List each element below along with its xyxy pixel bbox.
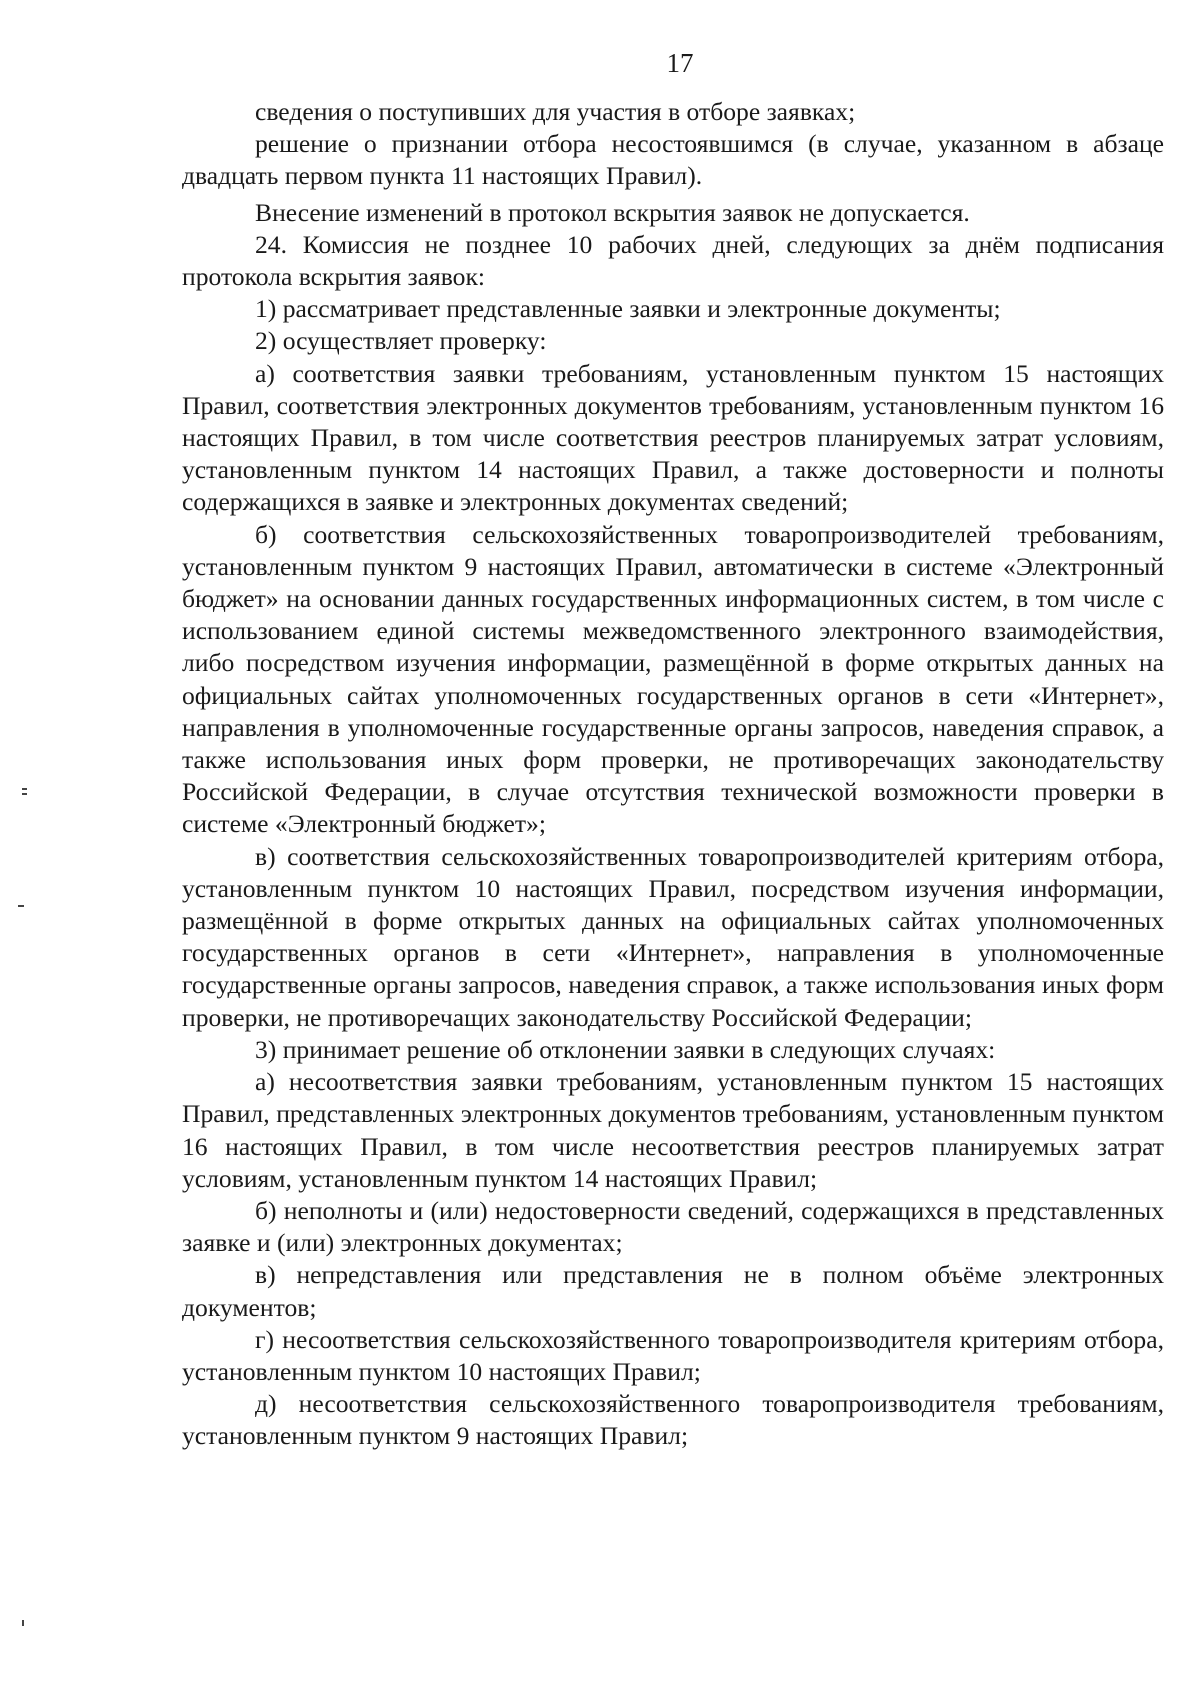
paragraph-item-24-2-v: в) соответствия сельскохозяйственных товаропроизводителей критериям отбора, установленным пунктом 10 настоящих Правил, посредством изучения информации, размещённой в форме открытых данных на официальных сайтах уполномоченных государственных органов в сети «Интернет», направления в уполномоченные государственные органы запросов, наведения справок, а также использования иных форм проверки, не противоречащих законодательству Российской Федерации; <box>182 841 1164 1032</box>
paragraph-item-24-2: 2) осуществляет проверку: <box>255 326 547 356</box>
paragraph-applications-info: сведения о поступивших для участия в отборе заявках; <box>255 97 856 126</box>
scan-artifact <box>18 905 24 907</box>
paragraph-item-24-3-g: г) несоответствия сельскохозяйственного товаропроизводителя критериям отбора, установленным пунктом 10 настоящих Правил; <box>182 1324 1164 1386</box>
paragraph-selection-failed-decision: решение о признании отбора несостоявшимся (в случае, указанном в абзаце двадцать первом пункта 11 настоящих Правил). <box>182 129 1164 191</box>
page-number: 17 <box>666 48 694 78</box>
paragraph-item-24-2-a: а) соответствия заявки требованиям, установленным пунктом 15 настоящих Правил, соответствия электронных документов требованиям, установленным пунктом 16 настоящих Правил, в том числе соответствия реестров планируемых затрат условиям, установленным пунктом 14 настоящих Правил, а также достоверности и полноты содержащихся в заявке и электронных документах сведений; <box>182 358 1164 517</box>
paragraph-item-24-3-v: в) непредставления или представления не в полном объёме электронных документов; <box>182 1260 1164 1322</box>
paragraph-item-24-3-b: б) неполноты и (или) недостоверности сведений, содержащихся в представленных заявке и (или) электронных документах; <box>182 1195 1164 1258</box>
paragraph-protocol-no-changes: Внесение изменений в протокол вскрытия заявок не допускается. <box>255 197 970 227</box>
scan-artifact <box>22 1620 24 1626</box>
scan-artifact <box>22 788 27 790</box>
paragraph-item-24: 24. Комиссия не позднее 10 рабочих дней, следующих за днём подписания протокола вскрытия заявок: <box>182 229 1164 292</box>
scan-artifact <box>22 793 27 795</box>
paragraph-item-24-1: 1) рассматривает представленные заявки и электронные документы; <box>255 294 1001 324</box>
paragraph-item-24-2-b: б) соответствия сельскохозяйственных товаропроизводителей требованиям, установленным пунктом 9 настоящих Правил, автоматически в системе «Электронный бюджет» на основании данных государственных информационных систем, в том числе с использованием единой системы межведомственного электронного взаимодействия, либо посредством изучения информации, размещённой в форме открытых данных на официальных сайтах уполномоченных государственных органов в сети «Интернет», направления в уполномоченные государственные органы запросов, наведения справок, а также использования иных форм проверки, не противоречащих законодательству Российской Федерации, в случае отсутствия технической возможности проверки в системе «Электронный бюджет»; <box>182 519 1164 839</box>
paragraph-item-24-3-a: а) несоответствия заявки требованиям, установленным пунктом 15 настоящих Правил, представленных электронных документов требованиям, установленным пунктом 16 настоящих Правил, в том числе несоответствия реестров планируемых затрат условиям, установленным пунктом 14 настоящих Правил; <box>182 1067 1164 1193</box>
paragraph-item-24-3: 3) принимает решение об отклонении заявки в следующих случаях: <box>255 1034 996 1064</box>
document-body <box>182 96 1164 1453</box>
paragraph-item-24-3-d: д) несоответствия сельскохозяйственного товаропроизводителя требованиям, установленным пунктом 9 настоящих Правил; <box>182 1389 1164 1451</box>
